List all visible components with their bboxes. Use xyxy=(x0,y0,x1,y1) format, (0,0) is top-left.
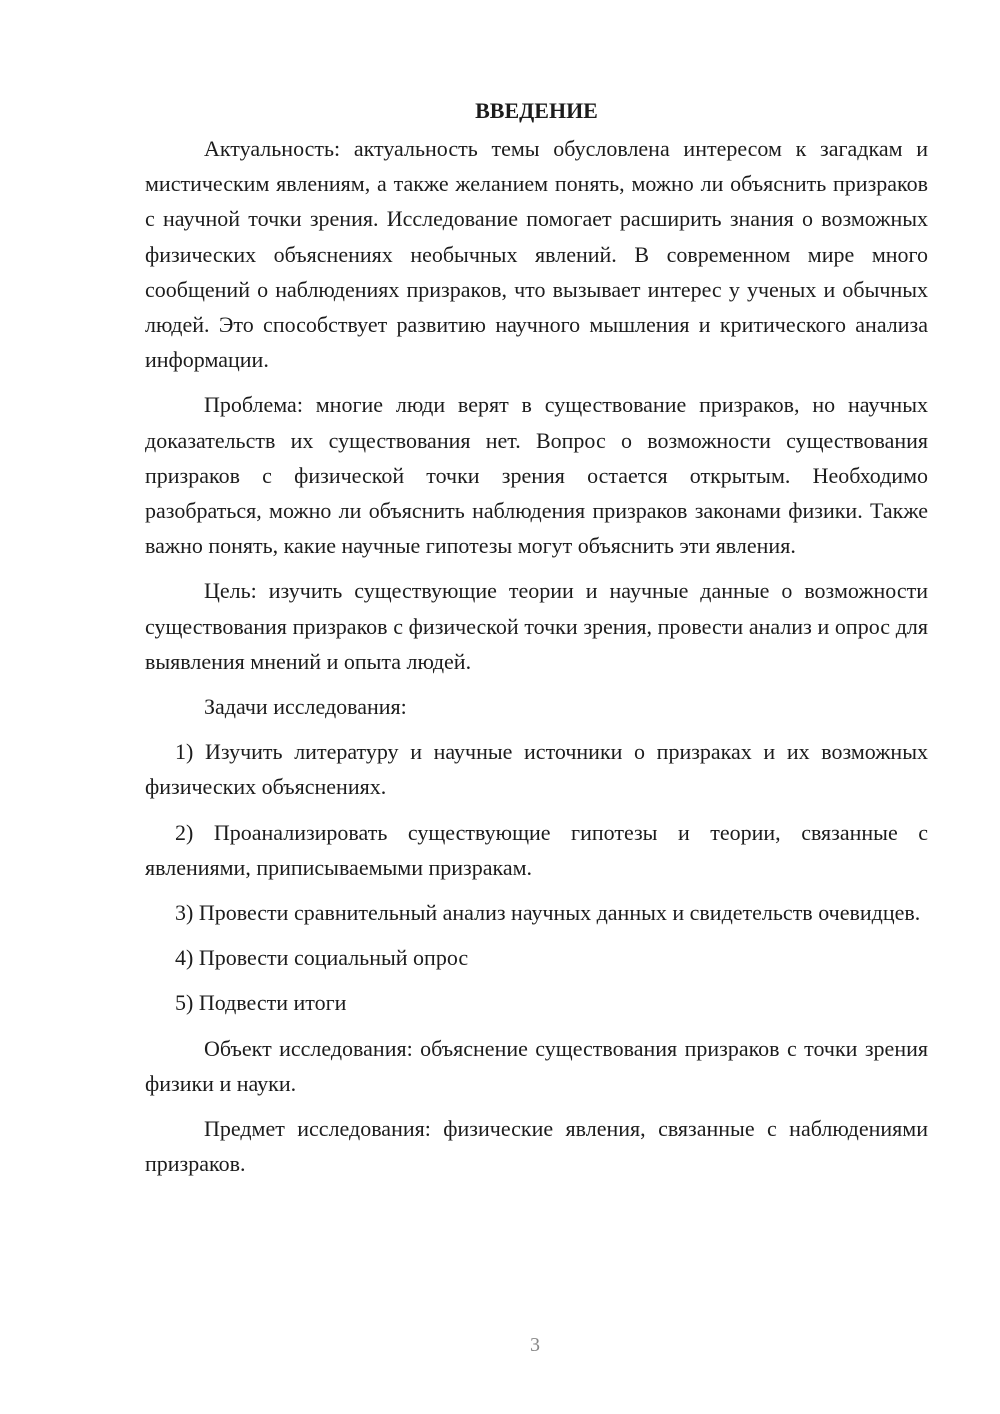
object-text: объяснение существования призраков с точки зрения физики и науки. xyxy=(145,1035,928,1096)
relevance-text: актуальность темы обусловлена интересом к загадкам и мистическим явлениям, а также желанием понять, можно ли объяснить призраков с научной точки зрения. Исследование помогает расширить знания о возможных физических объяснениях необычных явлений. В современном мире много сообщений о наблюдениях призраков, что вызывает интерес у ученых и обычных людей. Это способствует развитию научного мышления и критического анализа информации. xyxy=(145,136,928,373)
relevance-label: Актуальность: xyxy=(204,136,341,161)
object-label: Объект исследования: xyxy=(204,1035,413,1061)
goal-label: Цель: xyxy=(204,578,257,604)
task-item-2: 2) Проанализировать существующие гипотезы и теории, связанные с явлениями, приписываемыми призракам. xyxy=(145,819,928,880)
section-title: ВВЕДЕНИЕ xyxy=(475,98,598,123)
goal-paragraph xyxy=(145,573,928,679)
object-paragraph xyxy=(145,1031,928,1101)
task-item-4: 4) Провести социальный опрос xyxy=(175,945,469,971)
subject-paragraph xyxy=(145,1111,928,1181)
problem-label: Проблема: xyxy=(204,392,303,418)
problem-paragraph xyxy=(145,387,928,563)
problem-text: многие люди верят в существование призраков, но научных доказательств их существования нет. Вопрос о возможности существования призраков с физической точки зрения остается открытым. Необходимо разобраться, можно ли объяснить наблюдения призраков законами физики. Также важно понять, какие научные гипотезы могут объяснить эти явления. xyxy=(145,392,928,559)
task-item-1: 1) Изучить литературу и научные источники о призраках и их возможных физических объяснениях. xyxy=(145,739,928,800)
tasks-heading: Задачи исследования: xyxy=(204,694,407,720)
task-item-5: 5) Подвести итоги xyxy=(175,990,347,1016)
subject-text: физические явления, связанные с наблюдениями призраков. xyxy=(145,1116,928,1177)
task-item-3: 3) Провести сравнительный анализ научных данных и свидетельств очевидцев. xyxy=(175,900,921,926)
document-page xyxy=(145,96,928,1191)
goal-text: изучить существующие теории и научные данные о возможности существования призраков с физической точки зрения, провести анализ и опрос для выявления мнений и опыта людей. xyxy=(145,578,928,674)
relevance-paragraph xyxy=(145,131,928,377)
subject-label: Предмет исследования: xyxy=(204,1116,431,1142)
page-number: 3 xyxy=(530,1334,540,1356)
